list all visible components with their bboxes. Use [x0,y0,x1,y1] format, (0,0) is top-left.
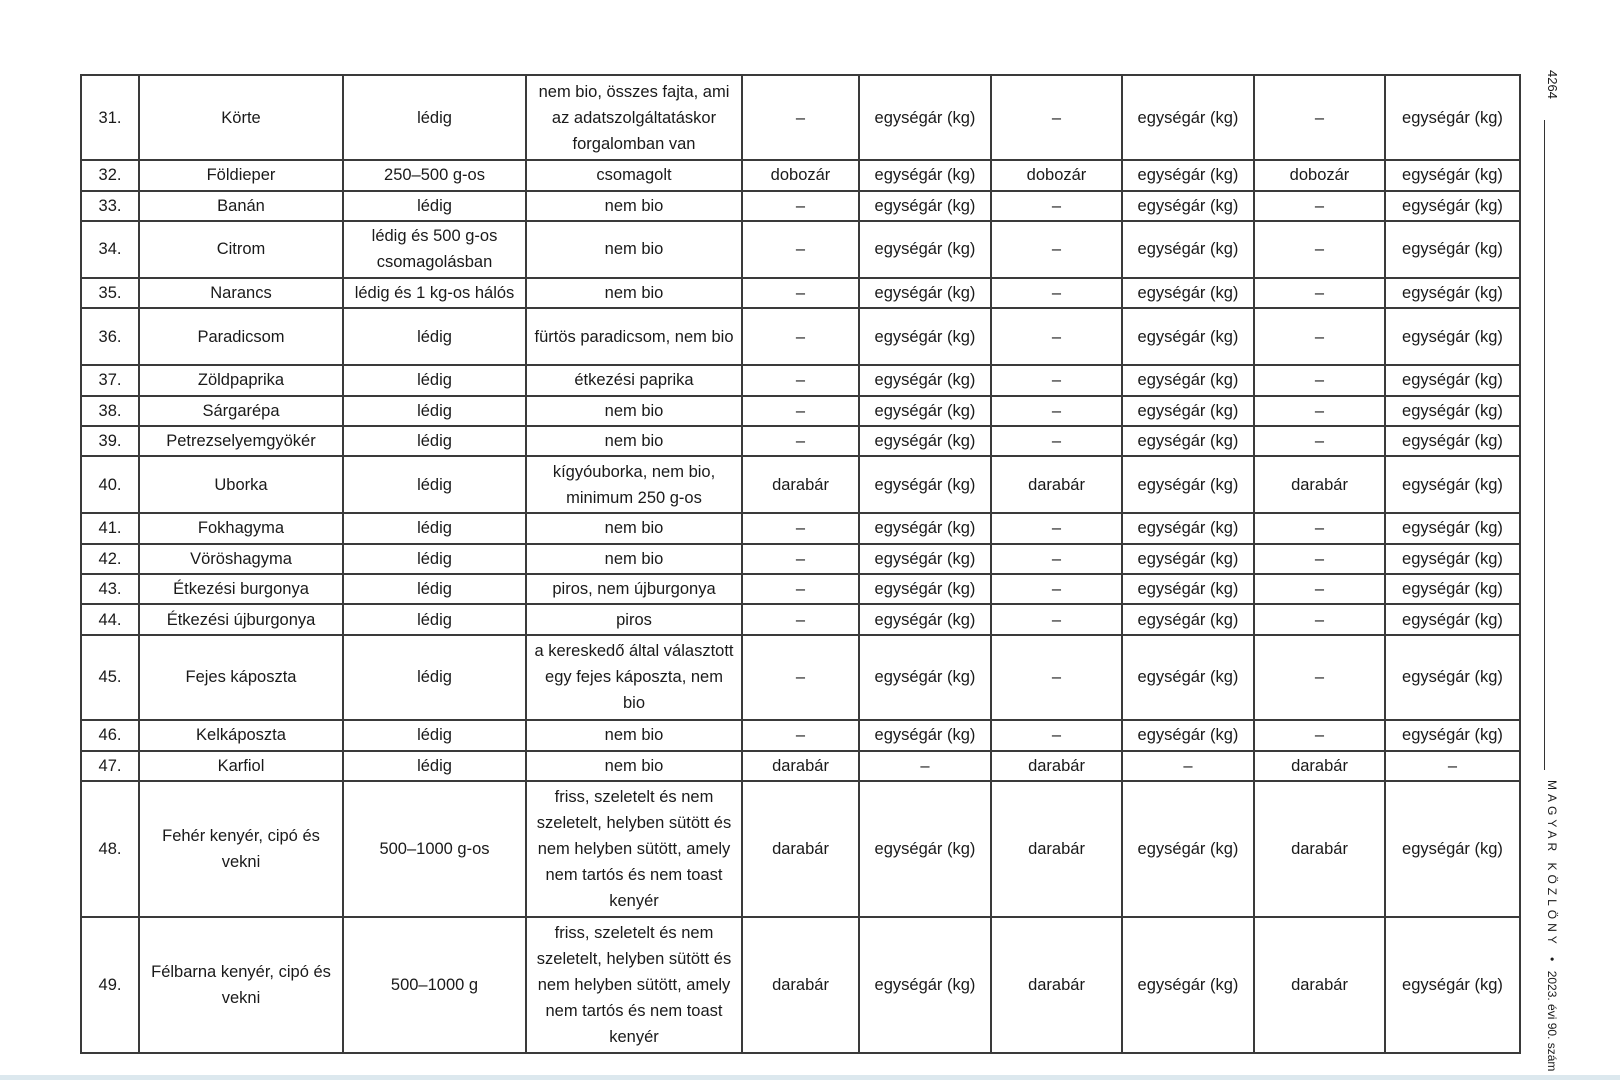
product-name-cell: Zöldpaprika [139,365,343,395]
table-row [81,513,1520,543]
price-type-5-cell: – [1254,221,1385,278]
price-type-4-cell: – [1122,751,1254,781]
packaging-cell: lédig [343,191,526,221]
price-table [80,74,1521,1054]
packaging-cell: lédig [343,751,526,781]
description-cell: nem bio, összes fajta, ami az adatszolgáltatáskor forgalomban van [526,75,742,160]
price-type-4-cell: egységár (kg) [1122,781,1254,917]
price-type-6-cell: egységár (kg) [1385,75,1520,160]
price-type-5-cell: – [1254,604,1385,634]
price-type-2-cell: egységár (kg) [859,191,991,221]
price-type-2-cell: egységár (kg) [859,513,991,543]
price-type-6-cell: egységár (kg) [1385,456,1520,513]
price-type-4-cell: egységár (kg) [1122,513,1254,543]
product-name-cell: Félbarna kenyér, cipó és vekni [139,917,343,1053]
price-type-4-cell: egységár (kg) [1122,635,1254,720]
description-cell: friss, szeletelt és nem szeletelt, helyben sütött és nem helyben sütött, amely nem tartós és nem toast kenyér [526,917,742,1053]
price-type-5-cell: – [1254,308,1385,365]
packaging-cell: lédig [343,75,526,160]
price-type-2-cell: – [859,751,991,781]
price-type-6-cell: egységár (kg) [1385,574,1520,604]
price-type-1-cell: darabár [742,456,859,513]
price-type-6-cell: – [1385,751,1520,781]
price-type-6-cell: egységár (kg) [1385,396,1520,426]
row-number-cell: 44. [81,604,139,634]
product-name-cell: Karfiol [139,751,343,781]
price-type-2-cell: egységár (kg) [859,456,991,513]
table-row [81,917,1520,1053]
product-name-cell: Banán [139,191,343,221]
product-name-cell: Uborka [139,456,343,513]
price-type-4-cell: egységár (kg) [1122,396,1254,426]
bottom-bar [0,1075,1620,1080]
price-type-1-cell: – [742,574,859,604]
price-type-6-cell: egységár (kg) [1385,720,1520,750]
price-type-5-cell: – [1254,635,1385,720]
product-name-cell: Narancs [139,278,343,308]
row-number-cell: 45. [81,635,139,720]
price-type-4-cell: egységár (kg) [1122,75,1254,160]
price-type-1-cell: darabár [742,751,859,781]
description-cell: nem bio [526,544,742,574]
price-type-3-cell: – [991,221,1122,278]
price-type-5-cell: – [1254,396,1385,426]
table-row [81,75,1520,160]
packaging-cell: lédig [343,456,526,513]
product-name-cell: Körte [139,75,343,160]
price-type-1-cell: – [742,635,859,720]
price-type-1-cell: – [742,191,859,221]
table-row [81,720,1520,750]
product-name-cell: Sárgarépa [139,396,343,426]
table-row [81,308,1520,365]
packaging-cell: lédig [343,604,526,634]
row-number-cell: 36. [81,308,139,365]
price-type-1-cell: – [742,278,859,308]
price-type-1-cell: – [742,75,859,160]
price-type-6-cell: egységár (kg) [1385,426,1520,456]
table-row [81,191,1520,221]
price-type-3-cell: – [991,396,1122,426]
description-cell: nem bio [526,426,742,456]
price-type-4-cell: egységár (kg) [1122,160,1254,190]
price-type-6-cell: egységár (kg) [1385,513,1520,543]
price-type-5-cell: – [1254,191,1385,221]
table-row [81,635,1520,720]
price-type-3-cell: dobozár [991,160,1122,190]
price-type-3-cell: darabár [991,456,1122,513]
price-type-1-cell: darabár [742,917,859,1053]
running-head [1545,780,1559,1071]
price-type-4-cell: egységár (kg) [1122,720,1254,750]
issue-label: 2023. évi 90. szám [1545,970,1559,1072]
price-type-4-cell: egységár (kg) [1122,604,1254,634]
price-type-4-cell: egységár (kg) [1122,221,1254,278]
description-cell: nem bio [526,720,742,750]
description-cell: étkezési paprika [526,365,742,395]
price-type-6-cell: egységár (kg) [1385,781,1520,917]
price-type-4-cell: egységár (kg) [1122,278,1254,308]
row-number-cell: 32. [81,160,139,190]
price-type-2-cell: egységár (kg) [859,221,991,278]
row-number-cell: 48. [81,781,139,917]
table-row [81,604,1520,634]
price-type-5-cell: dobozár [1254,160,1385,190]
price-type-2-cell: egységár (kg) [859,544,991,574]
price-type-1-cell: – [742,365,859,395]
price-type-3-cell: – [991,191,1122,221]
row-number-cell: 37. [81,365,139,395]
row-number-cell: 41. [81,513,139,543]
price-type-6-cell: egységár (kg) [1385,604,1520,634]
price-type-2-cell: egységár (kg) [859,720,991,750]
price-type-5-cell: – [1254,513,1385,543]
price-type-6-cell: egységár (kg) [1385,221,1520,278]
price-type-6-cell: egységár (kg) [1385,160,1520,190]
price-type-3-cell: – [991,278,1122,308]
description-cell: nem bio [526,751,742,781]
price-type-2-cell: egységár (kg) [859,635,991,720]
price-type-6-cell: egységár (kg) [1385,365,1520,395]
price-type-6-cell: egységár (kg) [1385,917,1520,1053]
packaging-cell: lédig [343,308,526,365]
table-body [81,75,1520,1053]
price-type-6-cell: egységár (kg) [1385,635,1520,720]
product-name-cell: Étkezési újburgonya [139,604,343,634]
table-row [81,396,1520,426]
packaging-cell: lédig [343,720,526,750]
table-row [81,456,1520,513]
row-number-cell: 46. [81,720,139,750]
packaging-cell: lédig [343,574,526,604]
row-number-cell: 33. [81,191,139,221]
price-type-1-cell: – [742,720,859,750]
price-type-3-cell: – [991,365,1122,395]
price-type-5-cell: – [1254,278,1385,308]
price-type-2-cell: egységár (kg) [859,604,991,634]
product-name-cell: Fehér kenyér, cipó és vekni [139,781,343,917]
description-cell: kígyóuborka, nem bio, minimum 250 g-os [526,456,742,513]
price-type-2-cell: egységár (kg) [859,75,991,160]
price-type-2-cell: egységár (kg) [859,781,991,917]
price-type-5-cell: – [1254,75,1385,160]
price-type-2-cell: egységár (kg) [859,308,991,365]
description-cell: nem bio [526,221,742,278]
table-row [81,160,1520,190]
price-type-1-cell: – [742,544,859,574]
description-cell: piros, nem újburgonya [526,574,742,604]
price-type-2-cell: egységár (kg) [859,396,991,426]
price-type-1-cell: – [742,396,859,426]
packaging-cell: lédig [343,544,526,574]
row-number-cell: 40. [81,456,139,513]
row-number-cell: 35. [81,278,139,308]
table-row [81,221,1520,278]
price-type-3-cell: – [991,308,1122,365]
price-type-5-cell: – [1254,365,1385,395]
table-row [81,365,1520,395]
description-cell: fürtös paradicsom, nem bio [526,308,742,365]
description-cell: nem bio [526,191,742,221]
publication-name: MAGYAR KÖZLÖNY [1545,780,1559,948]
description-cell: friss, szeletelt és nem szeletelt, helyben sütött és nem helyben sütött, amely nem tartós és nem toast kenyér [526,781,742,917]
price-type-4-cell: egységár (kg) [1122,544,1254,574]
price-type-5-cell: darabár [1254,456,1385,513]
price-type-4-cell: egységár (kg) [1122,426,1254,456]
price-type-3-cell: darabár [991,917,1122,1053]
side-rule [1544,120,1545,770]
description-cell: nem bio [526,513,742,543]
price-type-1-cell: – [742,426,859,456]
price-type-1-cell: – [742,513,859,543]
price-type-5-cell: – [1254,720,1385,750]
price-type-5-cell: darabár [1254,917,1385,1053]
price-type-2-cell: egységár (kg) [859,426,991,456]
price-type-3-cell: – [991,75,1122,160]
packaging-cell: lédig [343,513,526,543]
price-type-3-cell: – [991,544,1122,574]
product-name-cell: Fokhagyma [139,513,343,543]
row-number-cell: 38. [81,396,139,426]
row-number-cell: 47. [81,751,139,781]
row-number-cell: 34. [81,221,139,278]
price-type-6-cell: egységár (kg) [1385,544,1520,574]
price-type-3-cell: – [991,574,1122,604]
price-type-3-cell: – [991,720,1122,750]
product-name-cell: Fejes káposzta [139,635,343,720]
packaging-cell: lédig és 1 kg-os hálós [343,278,526,308]
table-row [81,278,1520,308]
price-type-2-cell: egységár (kg) [859,278,991,308]
product-name-cell: Kelkáposzta [139,720,343,750]
description-cell: a kereskedő által választott egy fejes káposzta, nem bio [526,635,742,720]
row-number-cell: 43. [81,574,139,604]
price-type-2-cell: egységár (kg) [859,365,991,395]
packaging-cell: 500–1000 g [343,917,526,1053]
price-type-3-cell: darabár [991,781,1122,917]
running-head-separator: • [1545,957,1559,962]
price-type-3-cell: – [991,426,1122,456]
packaging-cell: lédig [343,396,526,426]
description-cell: csomagolt [526,160,742,190]
price-type-4-cell: egységár (kg) [1122,917,1254,1053]
price-type-6-cell: egységár (kg) [1385,278,1520,308]
price-type-5-cell: – [1254,426,1385,456]
packaging-cell: 500–1000 g-os [343,781,526,917]
row-number-cell: 39. [81,426,139,456]
row-number-cell: 42. [81,544,139,574]
table-row [81,544,1520,574]
description-cell: nem bio [526,396,742,426]
packaging-cell: lédig [343,426,526,456]
price-type-3-cell: – [991,513,1122,543]
price-type-5-cell: darabár [1254,751,1385,781]
row-number-cell: 49. [81,917,139,1053]
price-type-1-cell: – [742,308,859,365]
price-type-2-cell: egységár (kg) [859,574,991,604]
price-type-4-cell: egységár (kg) [1122,191,1254,221]
price-type-1-cell: – [742,604,859,634]
price-type-6-cell: egységár (kg) [1385,308,1520,365]
row-number-cell: 31. [81,75,139,160]
page-number: 4264 [1545,70,1560,99]
description-cell: piros [526,604,742,634]
product-name-cell: Étkezési burgonya [139,574,343,604]
table-row [81,781,1520,917]
table-row [81,751,1520,781]
price-type-4-cell: egységár (kg) [1122,308,1254,365]
price-type-4-cell: egységár (kg) [1122,365,1254,395]
price-type-4-cell: egységár (kg) [1122,574,1254,604]
packaging-cell: lédig [343,635,526,720]
price-type-1-cell: darabár [742,781,859,917]
price-type-1-cell: dobozár [742,160,859,190]
price-type-3-cell: – [991,604,1122,634]
product-name-cell: Földieper [139,160,343,190]
table-row [81,426,1520,456]
price-type-5-cell: – [1254,574,1385,604]
price-type-4-cell: egységár (kg) [1122,456,1254,513]
packaging-cell: lédig és 500 g-os csomagolásban [343,221,526,278]
price-type-2-cell: egységár (kg) [859,917,991,1053]
product-name-cell: Paradicsom [139,308,343,365]
price-type-3-cell: darabár [991,751,1122,781]
price-type-2-cell: egységár (kg) [859,160,991,190]
packaging-cell: 250–500 g-os [343,160,526,190]
product-name-cell: Citrom [139,221,343,278]
price-type-3-cell: – [991,635,1122,720]
product-name-cell: Vöröshagyma [139,544,343,574]
price-type-5-cell: darabár [1254,781,1385,917]
packaging-cell: lédig [343,365,526,395]
price-type-1-cell: – [742,221,859,278]
price-type-5-cell: – [1254,544,1385,574]
product-name-cell: Petrezselyemgyökér [139,426,343,456]
price-type-6-cell: egységár (kg) [1385,191,1520,221]
description-cell: nem bio [526,278,742,308]
table-row [81,574,1520,604]
